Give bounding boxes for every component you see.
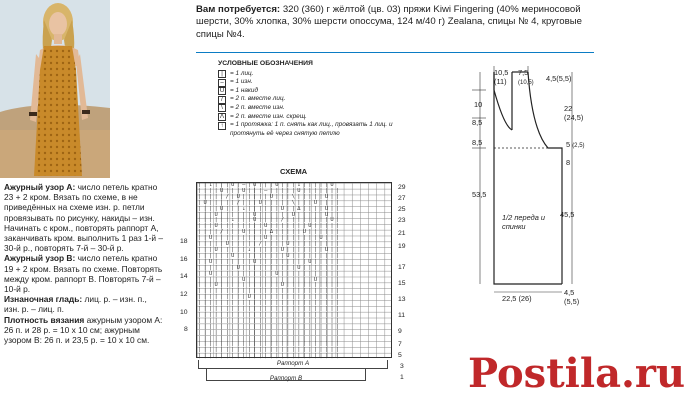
legend-title: УСЛОВНЫЕ ОБОЗНАЧЕНИЯ	[218, 60, 313, 67]
pattern-a-title: Ажурный узор А:	[4, 182, 76, 192]
pattern-b-text: число петель кратно 19 + 2 кром. Вязать по схеме. Повторять между кром. раппорт В. Повторять 7-й – 10-й р.	[4, 253, 163, 295]
purl-symbol-icon: –	[218, 79, 226, 87]
chart-symbols: ||↓|||U|–|U|||U|||↓|||||U ||||U|||U|||–|||||U||||||| |||||/|U|||||U|||\|||||U|| |U|||||/|||U|||||\|||U|||| ||||U|||↓||||||U||Δ||||U|| |||U||||||U||||||U|||||U|| ||||||↓|||U||||/||||||||U| |||U||||||||U|||||||U||||| ||||/|||U||||Δ|||||U|||||| ||U|||||||||U|||||||||U||| |||||U|||||/||||U||||||||| |||U|||||↓|||||U|||||||U|| ||||||U|||||||||U||||||||| ||U|||||||U|||||||||U||||| |||||||U||||||||||U||||||| ||U|||||||||||U||||||||||| ||||||||U||||||||||||U|||| |||U|||||||||||U|||||||||| |||||||||||||||||||||||||| |||||||||U|||||||||||||||| |||||||||||||||||||||||||| |||||||||||||||||||||||||| |||||||||||||||||||||||||| |||||||||||||||||||||||||| |||||||||||||||||||||||||| |||||||||||||||||||||||||| |||||||||||||||||||||||||| |||||||||||||||||||||||||| |||||||||||||||||||||||||| ||||||||||||||||||||||||||	[198, 182, 342, 360]
header-divider	[196, 52, 594, 53]
row-number: 17	[398, 264, 406, 271]
k2tog-symbol-icon: /	[218, 96, 226, 104]
pattern-b-paragraph	[4, 253, 164, 294]
dim-armhole-8: 8	[566, 158, 571, 167]
row-number: 13	[398, 296, 406, 303]
rapport-b-bracket: Раппорт В	[206, 369, 366, 381]
pattern-b-title: Ажурный узор В:	[4, 253, 76, 264]
model-photo	[0, 0, 110, 178]
row-number: 14	[180, 273, 188, 280]
dim-neck-width: 7,5 (10,5)	[518, 68, 534, 86]
row-number: 15	[398, 280, 406, 287]
dim-upper-height: 8,5	[472, 138, 483, 147]
row-number: 21	[398, 230, 406, 237]
materials-text: 320 (360) г жёлтой (цв. 03) пряжи Kiwi Fingering (40% мериносовой шерсти, 30% хлопка, 30% шерсти опоссума, 124 м/40 г) Zealana, спицы № 4, круговые спицы №4.	[196, 4, 582, 40]
legend	[218, 60, 418, 138]
row-number: 8	[184, 326, 188, 333]
dim-armhole-height: 22 (24,5)	[564, 104, 584, 122]
legend-item	[218, 78, 418, 87]
schematic-armhole-side	[528, 72, 562, 284]
row-number: 3	[400, 363, 404, 370]
dim-neck-depth: 8,5	[472, 118, 483, 127]
row-number: 29	[398, 184, 406, 191]
gauge-title: Плотность вязания	[4, 314, 85, 325]
skp-symbol-icon: ↑	[218, 122, 226, 130]
materials-block	[196, 4, 596, 41]
row-number: 18	[180, 238, 188, 245]
legend-label: = 1 лиц.	[230, 69, 254, 77]
dim-body-height: 45,5	[560, 210, 575, 219]
legend-label: = 2 п. вместе изн.	[230, 103, 285, 111]
legend-label: = 2 п. вместе изн. скрещ.	[230, 112, 307, 120]
pattern-description	[4, 182, 164, 345]
pattern-a-text: число петель кратно 23 + 2 кром. Вязать по схеме, в не приведённых на схеме изн. р. петли провязывать по рисунку, накиды – изн. Начинать с кром., повторять раппорт А, заканчивать кром. выполнить 1 раз 1-й – 30-й р., повторять 7-й – 30-й р.	[4, 182, 164, 254]
schematic-outline-left-bottom	[494, 72, 562, 284]
reverse-stockinette-text: лиц. р. – изн. п., изн. р. – лиц. п.	[4, 294, 147, 315]
legend-label: = 1 протяжка: 1 п. снять как лиц., провязать 1 лиц. и протянуть её через снятую петлю	[230, 121, 393, 137]
legend-item	[218, 104, 418, 113]
row-number: 19	[398, 243, 406, 250]
legend-label: = 1 накид	[230, 86, 259, 94]
legend-item	[218, 87, 418, 96]
legend-item	[218, 121, 418, 138]
part-label: 1/2 переда и спинки	[502, 213, 546, 231]
row-number: 10	[180, 309, 188, 316]
garment-schematic	[452, 60, 592, 300]
legend-item	[218, 95, 418, 104]
dim-bottom-side: 4,5 (5,5)	[564, 288, 580, 306]
legend-label: = 2 п. вместе лиц.	[230, 95, 286, 103]
dim-bottom-width: 22,5 (26)	[502, 294, 532, 303]
knitting-chart-grid	[196, 182, 392, 358]
gauge-text: ажурным узором А: 26 п. и 28 р. = 10 х 10 см; ажурным узором В: 26 п. и 23,5 р. = 10 х 10 см.	[4, 314, 163, 346]
yarn-over-symbol-icon: U	[219, 88, 225, 95]
reverse-stockinette-title: Изнаночная гладь:	[4, 294, 83, 305]
p2tog-symbol-icon: \	[218, 104, 226, 112]
rapport-a-bracket: Раппорт А	[198, 360, 388, 369]
row-number: 9	[398, 328, 402, 335]
row-number: 12	[180, 291, 188, 298]
dim-shoulder: 4,5(5,5)	[546, 74, 572, 83]
dim-armhole-5: 5 (2,5)	[566, 140, 585, 149]
dim-total-height: 53,5	[472, 190, 487, 199]
legend-item	[218, 113, 418, 122]
dim-top-width: 10,5 (11)	[494, 68, 509, 86]
gauge-paragraph	[4, 315, 164, 346]
knit-symbol-icon: |	[218, 70, 226, 78]
materials-title: Вам потребуется:	[196, 4, 281, 15]
reverse-stockinette-paragraph	[4, 294, 164, 314]
p2tog-tbl-symbol-icon: Λ	[219, 114, 224, 121]
legend-item	[218, 70, 418, 79]
model-photo-illustration	[0, 0, 110, 178]
row-number: 25	[398, 206, 406, 213]
watermark-logo: Postila.ru	[468, 350, 685, 397]
row-number: 5	[398, 352, 402, 359]
row-number: 7	[398, 341, 402, 348]
row-number: 11	[398, 312, 406, 319]
schema-title: СХЕМА	[280, 167, 308, 176]
row-number: 23	[398, 217, 406, 224]
legend-label: = 1 изн.	[230, 78, 253, 86]
row-number: 27	[398, 195, 406, 202]
row-number: 1	[400, 374, 404, 381]
row-number: 16	[180, 256, 188, 263]
dim-neck-height: 10	[474, 100, 483, 109]
pattern-a-paragraph	[4, 182, 164, 253]
